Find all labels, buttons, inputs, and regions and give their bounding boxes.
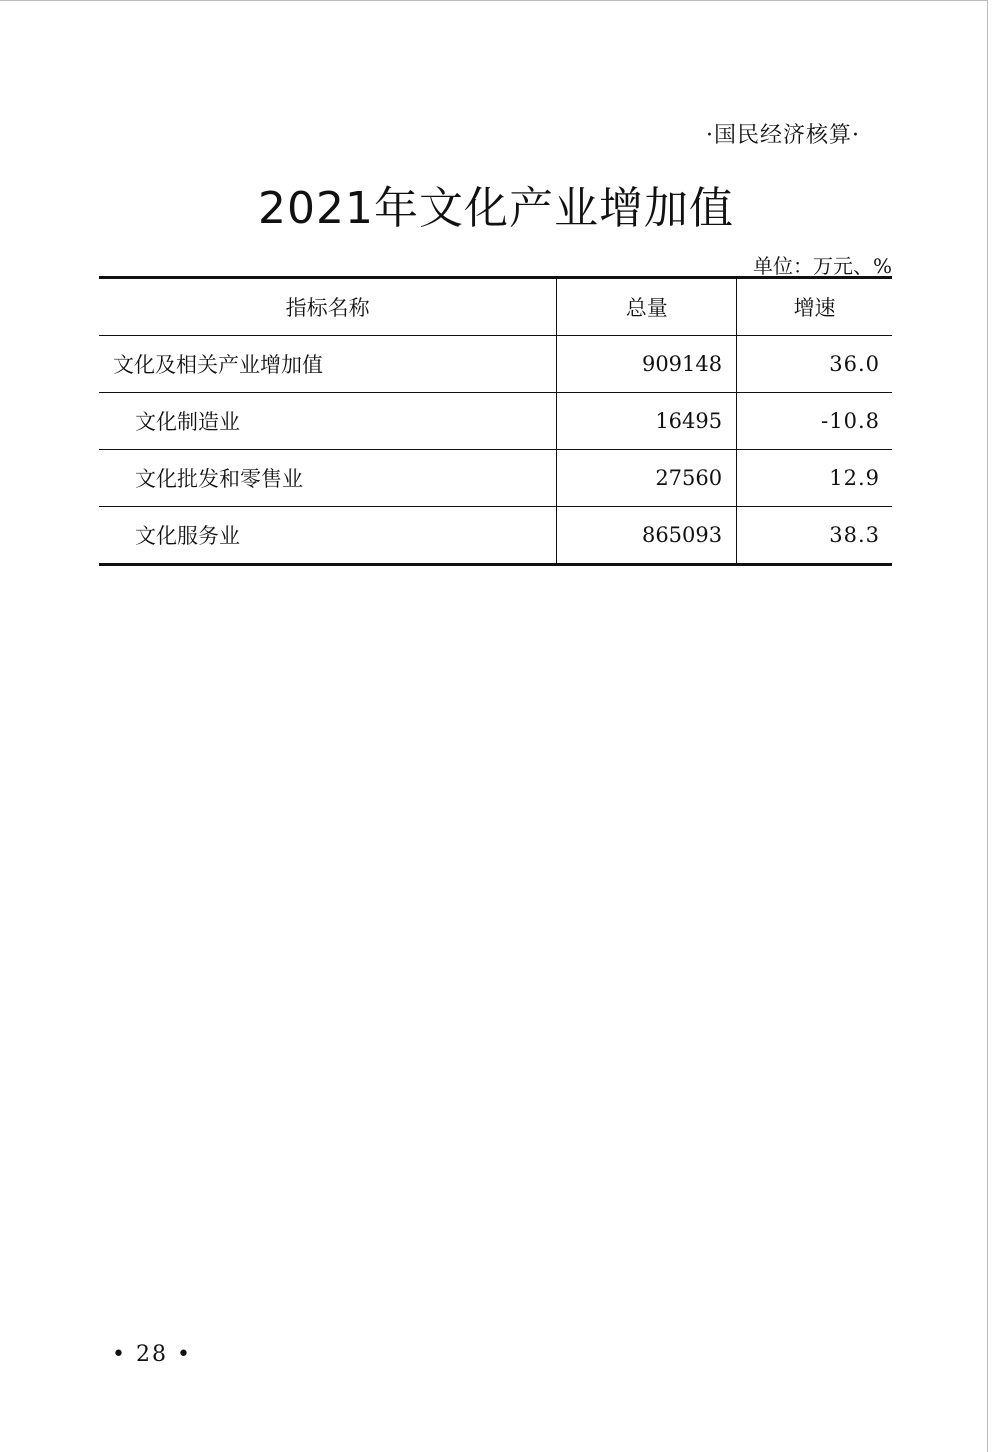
table-row — [99, 393, 892, 450]
table-header-row — [99, 278, 892, 336]
row-name: 文化批发和零售业 — [99, 450, 557, 507]
row-total: 865093 — [557, 507, 737, 565]
row-growth: 38.3 — [737, 507, 892, 565]
table-row — [99, 507, 892, 565]
row-growth: 12.9 — [737, 450, 892, 507]
unit-label: 单位：万元、% — [752, 254, 892, 278]
row-growth: 36.0 — [737, 336, 892, 393]
row-name: 文化制造业 — [99, 393, 557, 450]
row-total: 16495 — [557, 393, 737, 450]
row-name: 文化及相关产业增加值 — [99, 336, 557, 393]
row-total: 27560 — [557, 450, 737, 507]
row-name: 文化服务业 — [99, 507, 557, 565]
page-border-top — [0, 0, 988, 1]
data-table-container — [99, 276, 892, 566]
header-growth: 增速 — [737, 278, 892, 336]
page-number: • 28 • — [112, 1342, 192, 1367]
header-total: 总量 — [557, 278, 737, 336]
row-total: 909148 — [557, 336, 737, 393]
page-title: 2021年文化产业增加值 — [258, 183, 734, 234]
row-growth: -10.8 — [737, 393, 892, 450]
header-indicator-name: 指标名称 — [99, 278, 557, 336]
section-header: ·国民经济核算· — [706, 123, 860, 148]
table-row — [99, 336, 892, 393]
data-table — [99, 276, 892, 566]
table-row — [99, 450, 892, 507]
